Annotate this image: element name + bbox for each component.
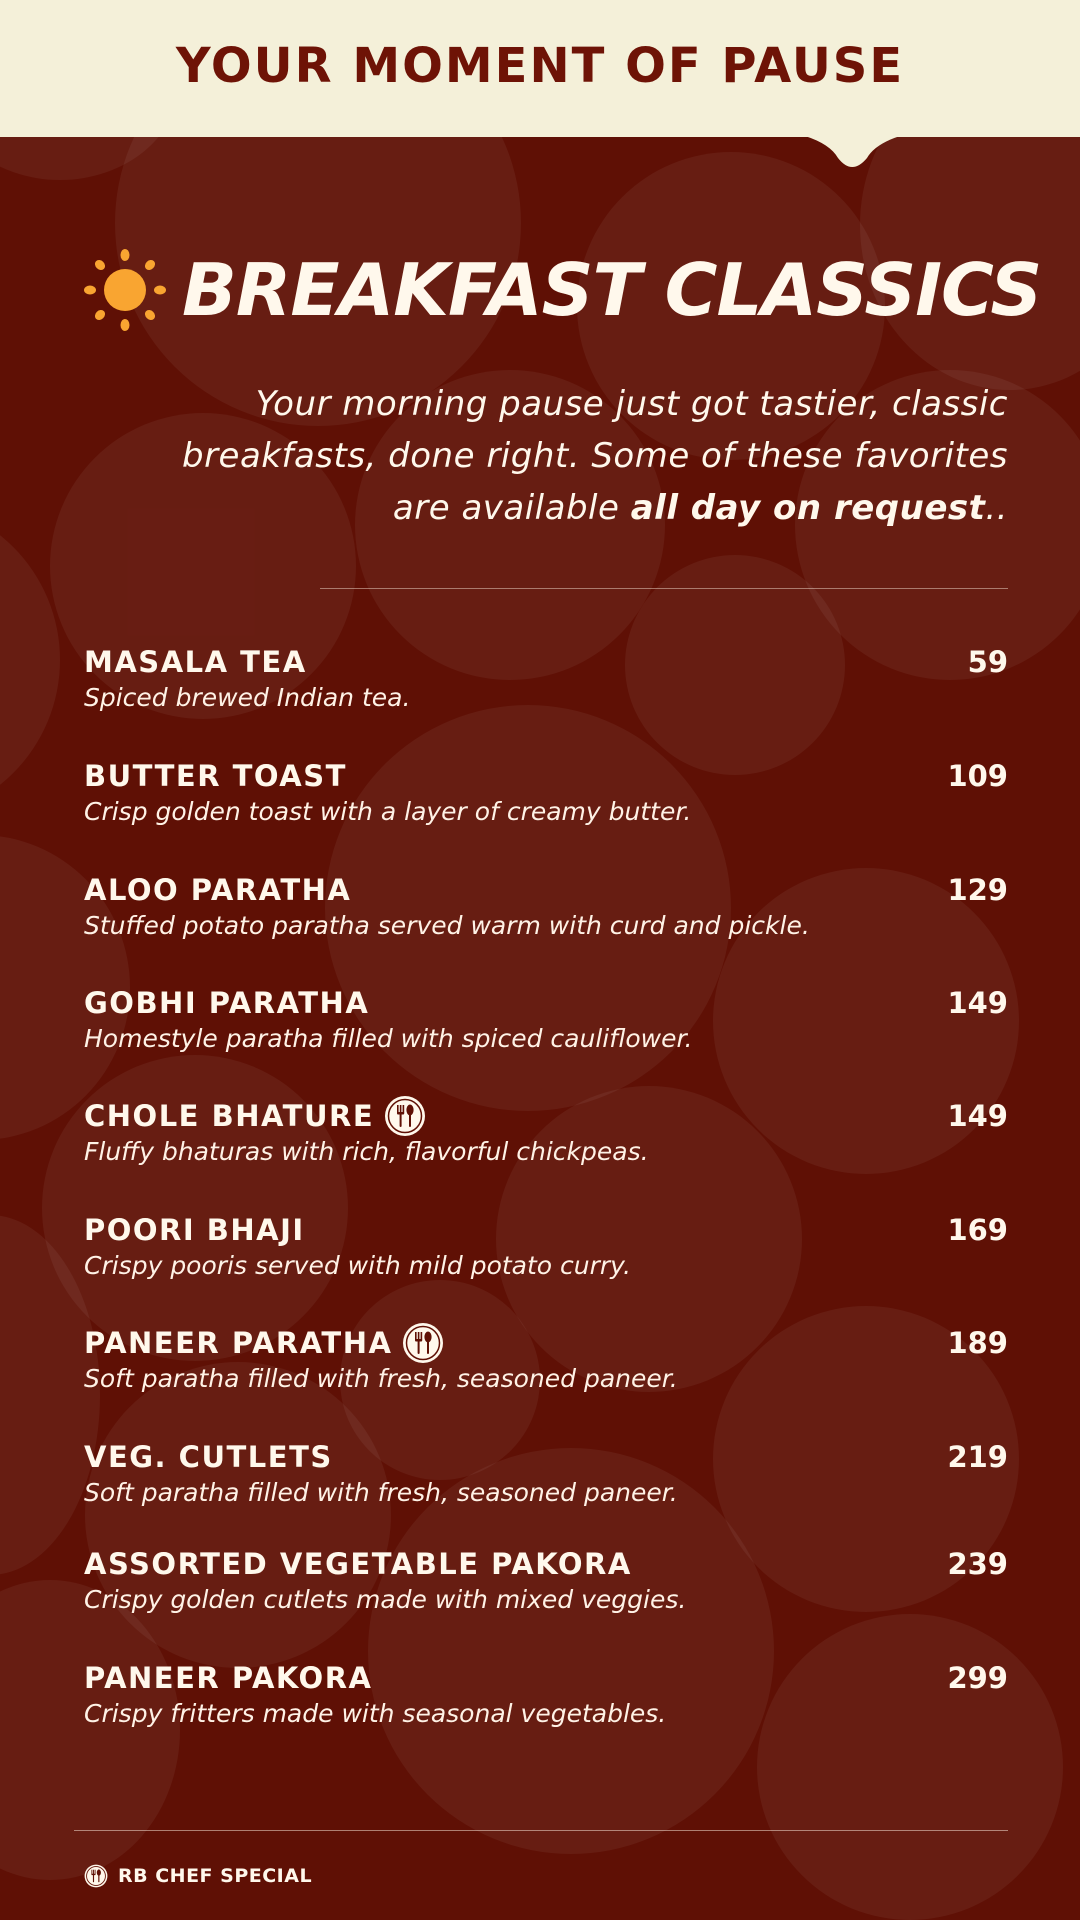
menu-item xyxy=(84,1097,1008,1187)
item-description: Crisp golden toast with a layer of creamy butter. xyxy=(84,797,692,826)
item-name xyxy=(84,1324,444,1362)
menu-item xyxy=(84,1545,1008,1635)
item-name-text: POORI BHAJI xyxy=(84,1213,305,1247)
item-name xyxy=(84,871,351,909)
divider xyxy=(74,1830,1008,1831)
menu-item xyxy=(84,871,1008,961)
item-name xyxy=(84,757,347,795)
section-heading xyxy=(82,240,1042,340)
item-price: 239 xyxy=(947,1547,1008,1581)
item-description: Spiced brewed Indian tea. xyxy=(84,683,411,712)
menu-item xyxy=(84,1659,1008,1749)
item-description: Fluffy bhaturas with rich, flavorful chickpeas. xyxy=(84,1137,649,1166)
item-price: 109 xyxy=(947,759,1008,793)
footer-legend xyxy=(84,1862,312,1890)
item-price: 59 xyxy=(967,645,1008,679)
intro-line: breakfasts, done right. Some of these favorites xyxy=(181,436,1008,476)
intro-line xyxy=(150,482,1008,534)
top-banner xyxy=(0,0,1080,137)
intro-text xyxy=(150,378,1008,534)
fork-spoon-icon xyxy=(384,1095,426,1137)
item-name xyxy=(84,1097,426,1135)
menu-item xyxy=(84,1211,1008,1301)
item-price: 129 xyxy=(947,873,1008,907)
fork-spoon-icon xyxy=(84,1864,108,1888)
sun-icon xyxy=(82,247,168,333)
intro-bold: all day on request xyxy=(630,488,986,528)
item-name xyxy=(84,1438,333,1476)
item-price: 299 xyxy=(947,1661,1008,1695)
item-name-text: PANEER PAKORA xyxy=(84,1661,373,1695)
item-price: 169 xyxy=(947,1213,1008,1247)
item-description: Soft paratha filled with fresh, seasoned paneer. xyxy=(84,1364,678,1393)
item-name-text: VEG. CUTLETS xyxy=(84,1440,333,1474)
item-name xyxy=(84,1211,305,1249)
item-name-text: PANEER PARATHA xyxy=(84,1326,393,1360)
fork-spoon-icon xyxy=(402,1322,444,1364)
item-price: 189 xyxy=(947,1326,1008,1360)
item-name xyxy=(84,643,307,681)
banner-title: YOUR MOMENT OF PAUSE xyxy=(175,38,905,94)
menu-item xyxy=(84,984,1008,1074)
menu-item xyxy=(84,1324,1008,1414)
item-name-text: MASALA TEA xyxy=(84,645,307,679)
item-description: Crispy golden cutlets made with mixed veggies. xyxy=(84,1585,687,1614)
banner-notch xyxy=(805,136,900,172)
item-description: Soft paratha filled with fresh, seasoned paneer. xyxy=(84,1478,678,1507)
intro-plain: are available xyxy=(392,488,631,528)
menu-item xyxy=(84,757,1008,847)
intro-line: Your morning pause just got tastier, classic xyxy=(255,384,1008,424)
divider xyxy=(320,588,1008,589)
menu-item xyxy=(84,643,1008,733)
item-description: Homestyle paratha filled with spiced cauliflower. xyxy=(84,1024,693,1053)
item-name xyxy=(84,984,369,1022)
item-name-text: ASSORTED VEGETABLE PAKORA xyxy=(84,1547,632,1581)
footer-label: RB CHEF SPECIAL xyxy=(118,1865,313,1887)
item-price: 149 xyxy=(947,986,1008,1020)
item-price: 219 xyxy=(947,1440,1008,1474)
item-price: 149 xyxy=(947,1099,1008,1133)
menu-item xyxy=(84,1438,1008,1528)
page-title: BREAKFAST CLASSICS xyxy=(182,248,1042,332)
item-name xyxy=(84,1659,373,1697)
item-description: Stuffed potato paratha served warm with curd and pickle. xyxy=(84,911,810,940)
item-name xyxy=(84,1545,632,1583)
intro-end: .. xyxy=(985,488,1008,528)
item-name-text: CHOLE BHATURE xyxy=(84,1099,375,1133)
item-description: Crispy fritters made with seasonal vegetables. xyxy=(84,1699,667,1728)
item-name-text: BUTTER TOAST xyxy=(84,759,347,793)
item-name-text: GOBHI PARATHA xyxy=(84,986,370,1020)
item-description: Crispy pooris served with mild potato curry. xyxy=(84,1251,631,1280)
item-name-text: ALOO PARATHA xyxy=(84,873,352,907)
